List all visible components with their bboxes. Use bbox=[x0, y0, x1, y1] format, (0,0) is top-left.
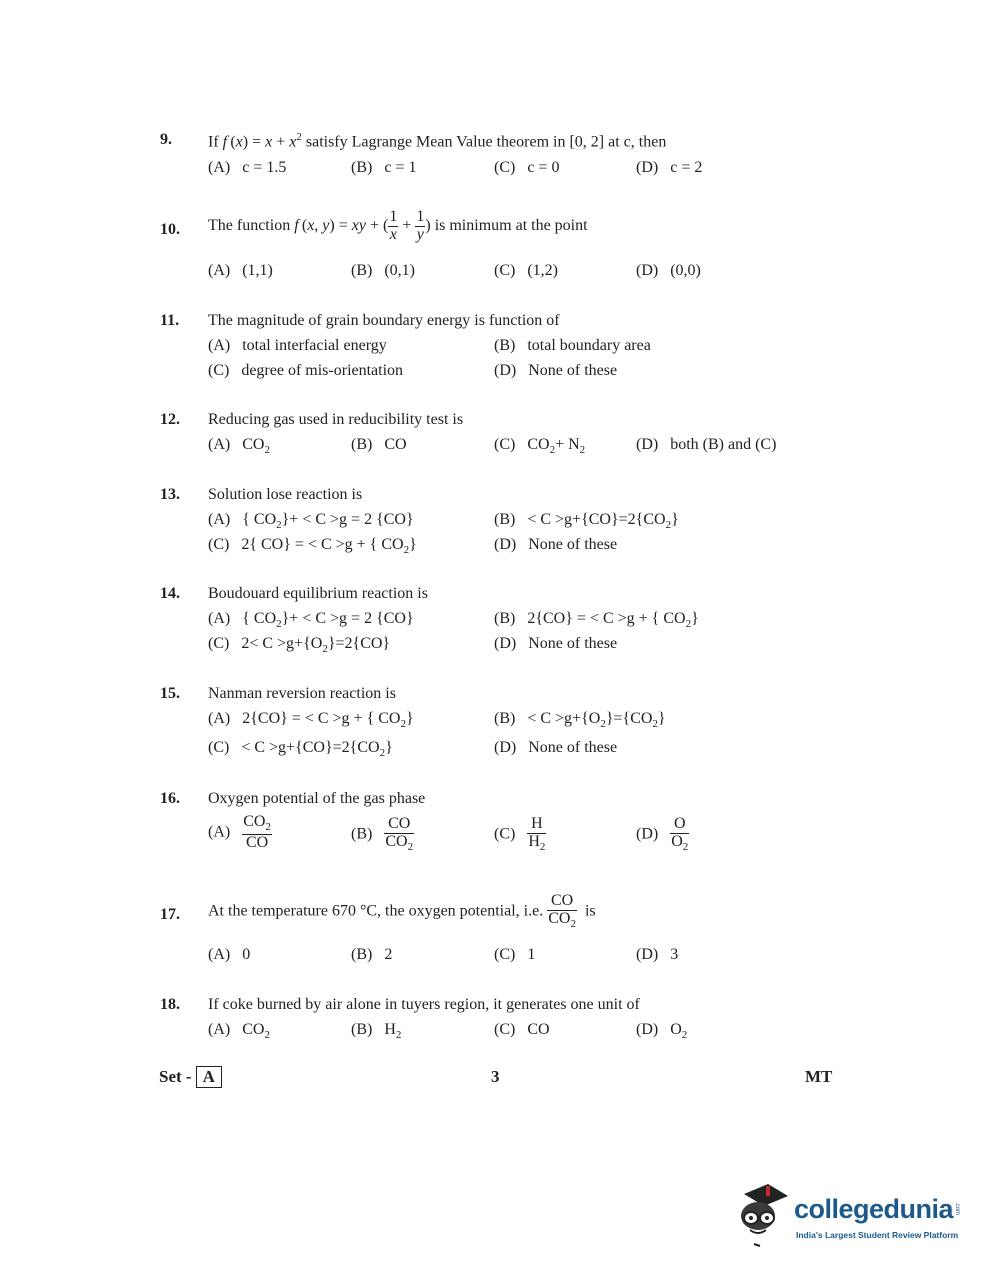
mascot-icon bbox=[736, 1180, 794, 1250]
option-d[interactable]: (D) None of these bbox=[494, 635, 618, 652]
option-d[interactable]: (D) (0,0) bbox=[636, 262, 701, 279]
question-number: 14. bbox=[160, 585, 180, 602]
option-b[interactable]: $(B) < C >g+\{CO\}=2\{CO_2\}$ bbox=[494, 511, 679, 532]
logo-tagline: India's Largest Student Review Platform bbox=[796, 1230, 959, 1240]
option-c[interactable]: (C) $CO_2+ N_2$ bbox=[494, 436, 586, 457]
option-c[interactable]: (C) $2< C >g+\{O_2\}=2\{CO\}$ bbox=[208, 635, 391, 656]
question-number: 15. bbox=[160, 685, 180, 702]
question-text: If coke burned by air alone in tuyers region, it generates one unit of bbox=[208, 996, 640, 1013]
option-c[interactable]: (C) 2{ CO} = < C >g + { $CO_2$} bbox=[208, 536, 417, 557]
question-number: 9. bbox=[160, 131, 172, 148]
set-indicator: Set - A bbox=[159, 1066, 222, 1088]
option-c[interactable]: (C) CO bbox=[494, 1021, 550, 1038]
option-d[interactable]: (D) c = 2 bbox=[636, 159, 703, 176]
option-a[interactable]: (A) $CO_2$ bbox=[208, 436, 270, 457]
logo-wordmark: collegedunia bbox=[794, 1194, 954, 1224]
option-b[interactable]: (B) $\frac{CO}{CO_2}$ bbox=[351, 815, 414, 853]
option-b[interactable]: (B) CO bbox=[351, 436, 407, 453]
option-b[interactable]: (B) $H_2$ bbox=[351, 1021, 402, 1042]
question-number: 13. bbox=[160, 486, 180, 503]
option-c[interactable]: (C) $\frac{H}{H_2}$ bbox=[494, 815, 546, 853]
option-d[interactable]: (D) $O_2$ bbox=[636, 1021, 688, 1042]
set-box: A bbox=[196, 1066, 222, 1088]
option-d[interactable]: (D) None of these bbox=[494, 536, 618, 553]
question-text: Reducing gas used in reducibility test is bbox=[208, 411, 464, 428]
paper-code: MT bbox=[805, 1067, 833, 1086]
option-c[interactable]: (C) (1,2) bbox=[494, 262, 558, 279]
question-text: At the temperature 670 °C, the oxygen potential, i.e. $\frac{CO}{CO_2}$ is bbox=[208, 892, 596, 930]
option-a[interactable]: (A) 2{CO} = < C >g + { $CO_2$} bbox=[208, 710, 414, 731]
question-number: 18. bbox=[160, 996, 180, 1013]
option-b[interactable]: (B) c = 1 bbox=[351, 159, 417, 176]
option-a[interactable]: (A) 0 bbox=[208, 946, 251, 963]
question-number: 17. bbox=[160, 906, 180, 923]
question-text: Oxygen potential of the gas phase bbox=[208, 790, 426, 807]
option-c[interactable]: (C) degree of mis-orientation bbox=[208, 362, 404, 379]
option-d[interactable]: (D) $\frac{O}{O_2}$ bbox=[636, 815, 689, 853]
option-d[interactable]: (D) 3 bbox=[636, 946, 679, 963]
option-c[interactable]: $(C) < C >g+\{CO\}=2\{CO_2\}$ bbox=[208, 739, 393, 760]
option-a[interactable]: (A) total interfacial energy bbox=[208, 337, 387, 354]
page-number: 3 bbox=[491, 1067, 500, 1086]
question-text: If f $(x) = x + x^2$ satisfy Lagrange Mean Value theorem in [0, 2] at c, then bbox=[208, 131, 667, 151]
option-d[interactable]: (D) None of these bbox=[494, 362, 618, 379]
option-a[interactable]: (A) $CO_2$ bbox=[208, 1021, 270, 1042]
option-c[interactable]: (C) c = 0 bbox=[494, 159, 560, 176]
question-text: Solution lose reaction is bbox=[208, 486, 363, 503]
question-text: The magnitude of grain boundary energy is function of bbox=[208, 312, 560, 329]
question-text: The function f (x, y) = xy + ( $\frac{1}{x}$ + $\frac{1}{y}$ ) is minimum at the point bbox=[208, 208, 588, 243]
option-c[interactable]: (C) 1 bbox=[494, 946, 536, 963]
option-b[interactable]: (B) 2{CO} = < C >g + { $CO_2$} bbox=[494, 610, 699, 631]
option-a[interactable]: (A) { $CO_2\}+ < C >g = 2$ {CO} bbox=[208, 610, 414, 631]
option-b[interactable]: $(B) < C >g+\{O_2\}=\{CO_2\}$ bbox=[494, 710, 666, 731]
question-text: Nanman reversion reaction is bbox=[208, 685, 396, 702]
option-a[interactable]: (A) $\frac{CO_2}{CO}$ bbox=[208, 813, 271, 851]
option-a[interactable]: (A) (1,1) bbox=[208, 262, 273, 279]
option-b[interactable]: (B) total boundary area bbox=[494, 337, 651, 354]
option-d[interactable]: (D) both (B) and (C) bbox=[636, 436, 777, 453]
collegedunia-logo[interactable] bbox=[736, 1180, 961, 1250]
question-number: 11. bbox=[160, 312, 180, 329]
option-b[interactable]: (B) (0,1) bbox=[351, 262, 415, 279]
question-number: 16. bbox=[160, 790, 180, 807]
option-a[interactable]: (A) c = 1.5 bbox=[208, 159, 287, 176]
question-number: 12. bbox=[160, 411, 180, 428]
option-b[interactable]: (B) 2 bbox=[351, 946, 393, 963]
question-number: 10. bbox=[160, 221, 180, 238]
option-a[interactable]: (A) { $CO_2\}+ < C >g = 2$ {CO} bbox=[208, 511, 414, 532]
question-text: Boudouard equilibrium reaction is bbox=[208, 585, 428, 602]
option-d[interactable]: (D) None of these bbox=[494, 739, 618, 756]
logo-suffix: .com bbox=[954, 1202, 960, 1216]
